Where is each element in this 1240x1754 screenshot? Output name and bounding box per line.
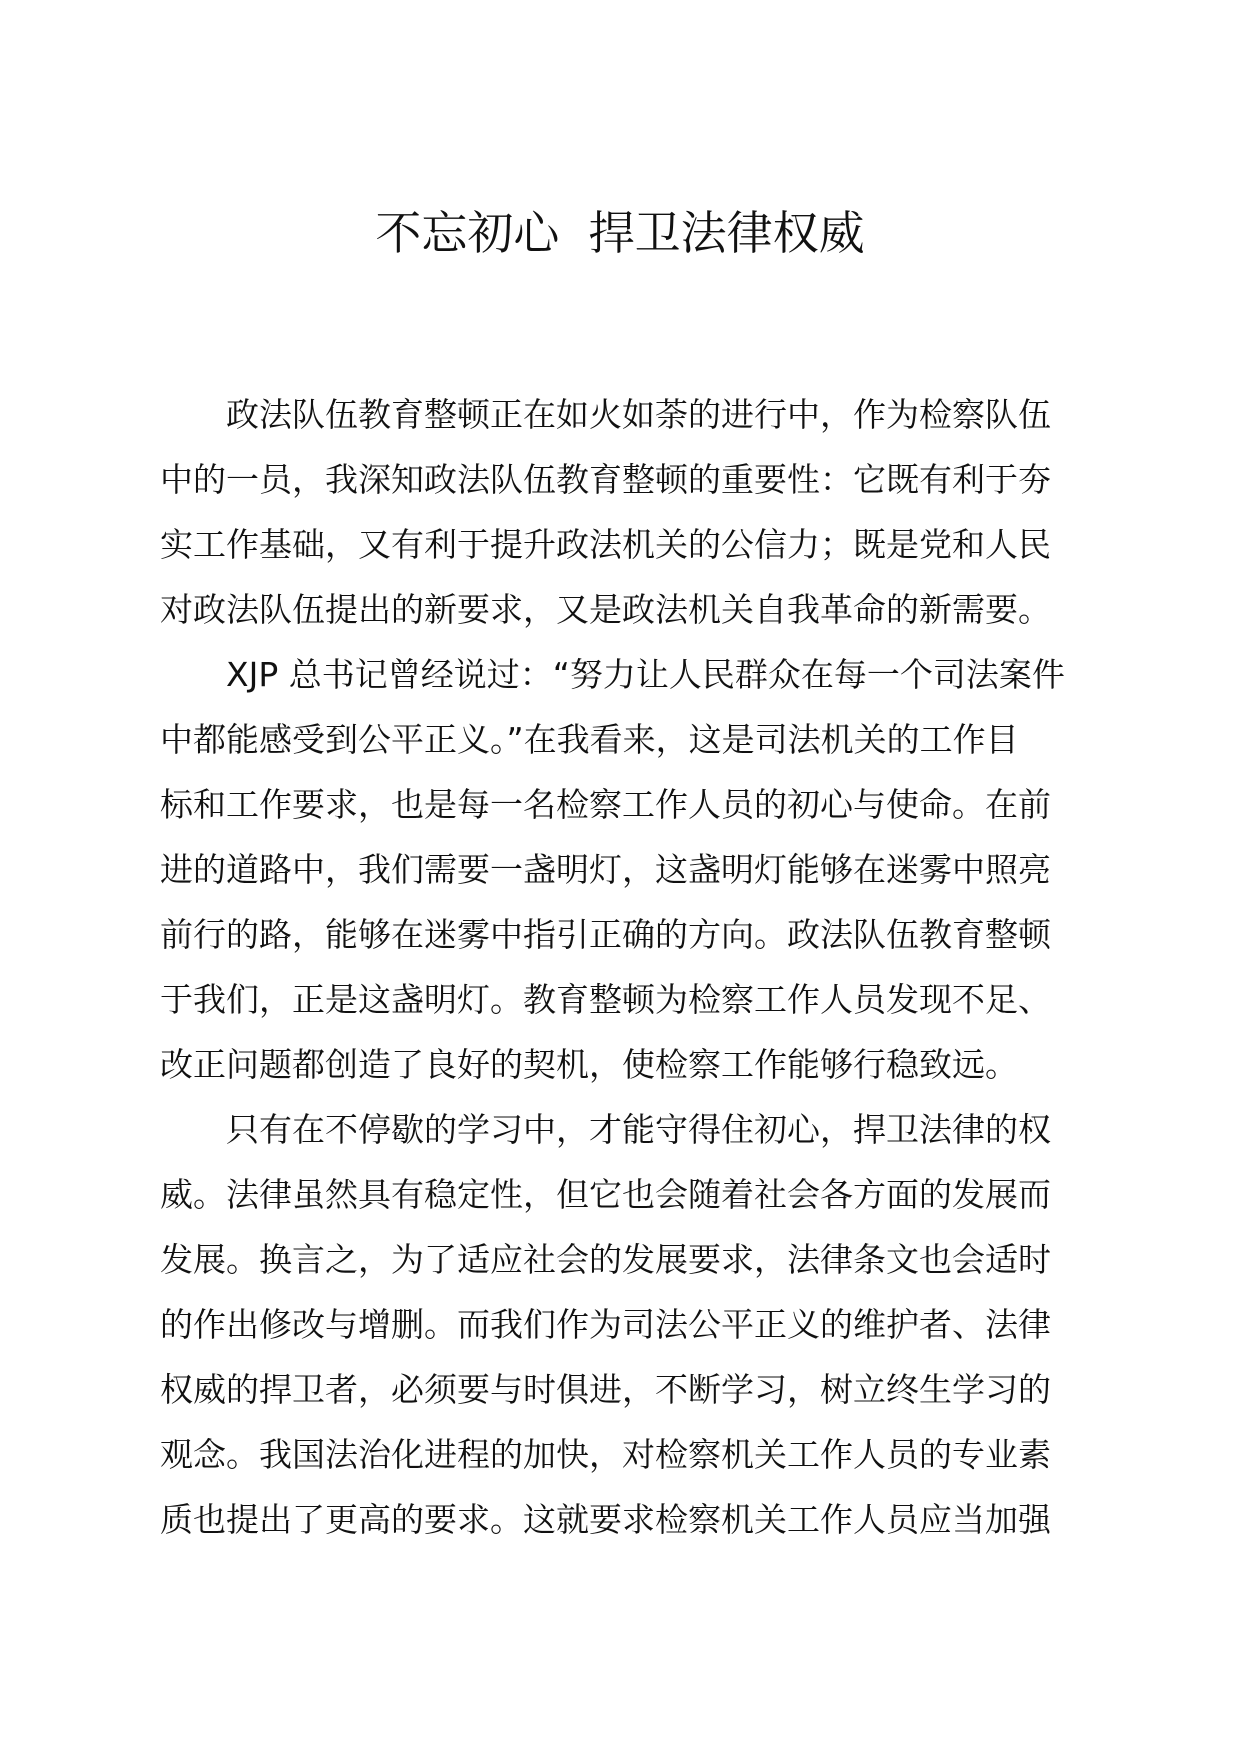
paragraph-line: 中的一员，我深知政法队伍教育整顿的重要性：它既有利于夯 [160,460,1051,499]
paragraph-line: 发展。换言之，为了适应社会的发展要求，法律条文也会适时 [160,1240,1051,1279]
paragraph-line: 对政法队伍提出的新要求，又是政法机关自我革命的新需要。 [160,590,1051,629]
paragraph-line: 中都能感受到公平正义。”在我看来，这是司法机关的工作目 [160,720,1019,759]
paragraph-line: 的作出修改与增删。而我们作为司法公平正义的维护者、法律 [160,1305,1051,1344]
paragraph-1 [160,382,1092,642]
paragraph-3 [160,1097,1092,1552]
paragraph-line: 只有在不停歇的学习中，才能守得住初心，捍卫法律的权 [226,1110,1051,1149]
paragraph-line: 于我们，正是这盏明灯。教育整顿为检察工作人员发现不足、 [160,980,1051,1019]
paragraph-line: 政法队伍教育整顿正在如火如荼的进行中，作为检察队伍 [226,395,1051,434]
paragraph-line: 前行的路，能够在迷雾中指引正确的方向。政法队伍教育整顿 [160,915,1051,954]
paragraph-line: XJP 总书记曾经说过：“努力让人民群众在每一个司法案件 [226,655,1065,694]
paragraph-line: 威。法律虽然具有稳定性，但它也会随着社会各方面的发展而 [160,1175,1051,1214]
paragraph-2 [160,642,1092,1097]
paragraph-line: 进的道路中，我们需要一盏明灯，这盏明灯能够在迷雾中照亮 [160,850,1051,889]
document-body [160,382,1092,1552]
paragraph-line: 观念。我国法治化进程的加快，对检察机关工作人员的专业素 [160,1435,1051,1474]
document-title: 不忘初心 捍卫法律权威 [375,206,865,260]
paragraph-line: 标和工作要求，也是每一名检察工作人员的初心与使命。在前 [160,785,1051,824]
paragraph-line: 权威的捍卫者，必须要与时俱进，不断学习，树立终生学习的 [160,1370,1051,1409]
paragraph-line: 改正问题都创造了良好的契机，使检察工作能够行稳致远。 [160,1045,1018,1084]
paragraph-line: 质也提出了更高的要求。这就要求检察机关工作人员应当加强 [160,1500,1051,1539]
paragraph-line: 实工作基础，又有利于提升政法机关的公信力；既是党和人民 [160,525,1051,564]
